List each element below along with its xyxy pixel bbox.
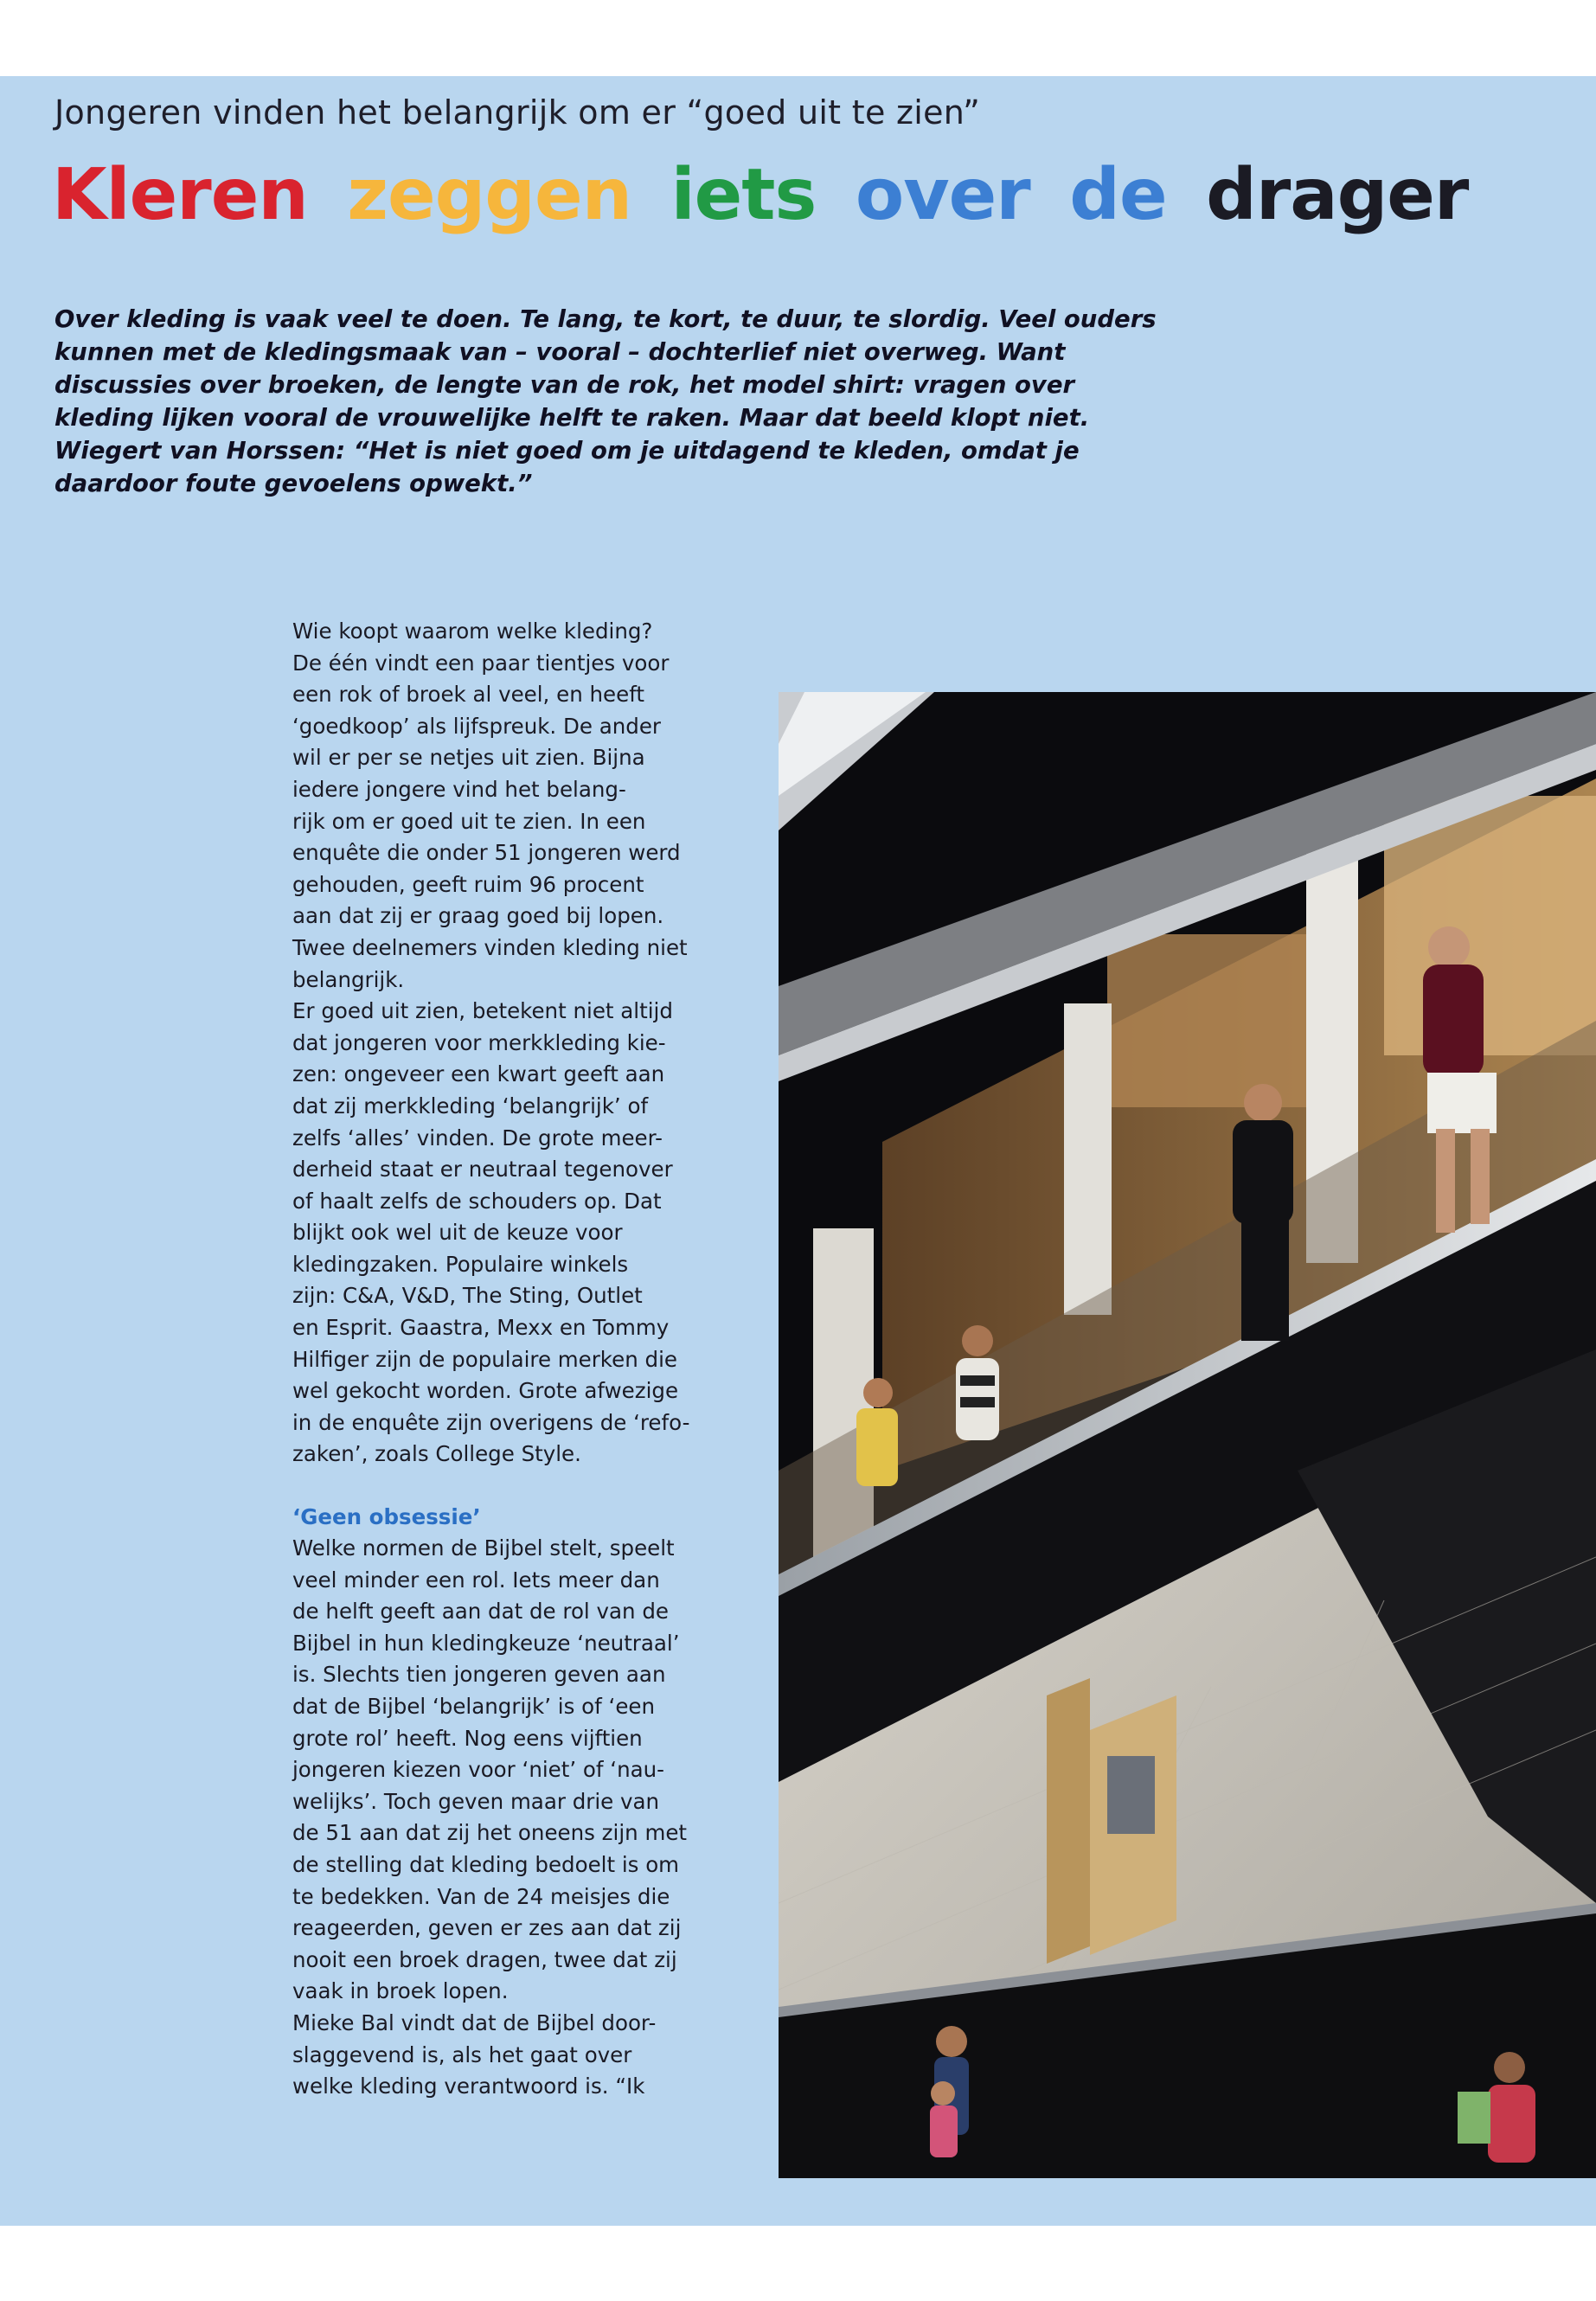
headline-word: zeggen — [347, 154, 631, 236]
article-body-column — [292, 616, 751, 2103]
headline-word: Kleren — [52, 154, 308, 236]
body-paragraph: Welke normen de Bijbel stelt, speelt veel minder een rol. Iets meer dan de helft geeft aan dat de rol van de Bijbel in hun kledingkeuze ‘neutraal’ is. Slechts tien jongeren geven aan dat de Bijbel ‘belangrijk’ is of ‘een grote rol’ heeft. Nog eens vijftien jongeren kiezen voor ‘niet’ of ‘nau- welijks’. Toch geven maar drie van de 51 aan dat zij het oneens zijn met de stelling dat kleding bedoelt is om te bedekken. Van de 24 meisjes die reageerden, geven er zes aan dat zij nooit een broek dragen, twee dat zij vaak in broek lopen. — [292, 1535, 688, 2004]
headline-word: iets — [670, 154, 817, 236]
body-paragraph: Wie koopt waarom welke kleding? De één vindt een paar tientjes voor een rok of broek al veel, en heeft ‘goedkoop’ als lijfspreuk. De ander wil er per se netjes uit zien. Bijna iedere jongere vind het belang- rijk om er goed uit te zien. In een enquête die onder 51 jongeren werd gehouden, geeft ruim 96 procent aan dat zij er graag goed bij lopen. Twee deelnemers vinden kleding niet belangrijk. — [292, 619, 688, 992]
headline-word: over — [855, 154, 1030, 236]
escalator-photo — [779, 692, 1596, 2178]
headline-word: drager — [1206, 154, 1469, 236]
headline-word: de — [1069, 154, 1167, 236]
body-paragraph: Mieke Bal vindt dat de Bijbel door- slaggevend is, als het gaat over welke kleding verantwoord is. “Ik — [292, 2009, 657, 2099]
article-intro: Over kleding is vaak veel te doen. Te lang, te kort, te duur, te slordig. Veel ouders kunnen met de kledingsmaak van – vooral – dochterlief niet overweg. Want discussies over broeken, de lengte van de rok, het model shirt: vragen over kleding lijken vooral de vrouwelijke helft te raken. Maar dat beeld klopt niet. Wiegert van Horssen: “Het is niet goed om je uitdagend te kleden, omdat je daardoor foute gevoelens opwekt.” — [54, 305, 1157, 497]
body-paragraph: Er goed uit zien, betekent niet altijd dat jongeren voor merkkleding kie- zen: ongeveer een kwart geeft aan dat zij merkkleding ‘belangrijk’ of zelfs ‘alles’ vinden. De grote meer- derheid staat er neutraal tegenover of haalt zelfs de schouders op. Dat blijkt ook wel uit de keuze voor kledingzaken. Populaire winkels zijn: C&A, V&D, The Sting, Outlet en Esprit. Gaastra, Mexx en Tommy Hilfiger zijn de populaire merken die wel gekocht worden. Grote afwezige in de enquête zijn overigens de ‘refo- zaken’, zoals College Style. — [292, 998, 690, 1467]
article-headline — [52, 154, 1484, 236]
escalator-photo-illustration — [779, 692, 1596, 2178]
article-kicker: Jongeren vinden het belangrijk om er “goed uit te zien” — [54, 93, 981, 131]
section-subheading: ‘Geen obsessie’ — [292, 1504, 481, 1530]
